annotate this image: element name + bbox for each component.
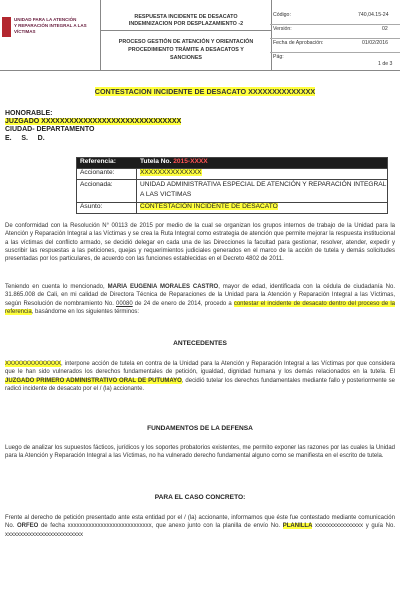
header-line-1: RESPUESTA INCIDENTE DE DESACATO bbox=[134, 14, 238, 20]
field-version bbox=[270, 24, 400, 39]
paragraph-caso-concreto: Frente al derecho de petición presentado ante esta entidad por el / (la) accionante, informamos que éste fue contestado mediante comunicación No. ORFEO de fecha xxxxxxxxxxxxxxxxxxxxxxxxxxxx, que anexo junto con la planilla de envío No. PLANILLA xxxxxxxxxxxxxxxx y guía No. xxxxxxxxxxxxxxxxxxxxxxxxxx bbox=[5, 515, 395, 538]
field-pagina bbox=[270, 52, 400, 69]
logo-text-line-2: Y REPARACIÓN INTEGRAL A LAS VÍCTIMAS bbox=[14, 23, 87, 34]
antecedentes-heading: ANTECEDENTES bbox=[173, 340, 227, 347]
asunto-label: Asunto: bbox=[77, 203, 137, 213]
accionante-row bbox=[77, 168, 387, 179]
ciudad-line: CIUDAD- DEPARTAMENTO bbox=[5, 126, 95, 133]
field-value: 740,04.15-24 bbox=[358, 12, 389, 18]
logo-mark-icon bbox=[2, 17, 11, 37]
fundamentos-heading: FUNDAMENTOS DE LA DEFENSA bbox=[147, 425, 253, 432]
reference-table bbox=[76, 157, 388, 214]
paragraph-resolucion: De conformidad con la Resolución N° 00113 de 2015 por medio de la cual se organizan los grupos internos de trabajo de la Unidad para la Atención y Reparación Integral a las Víctimas y se crea la Ruta Integral como estrategia de atención que permite mejorar la respuesta institucional a las víctimas del conflicto armado, se decidió delegar en cada una de las Direcciones la facultad para gestionar, resolver, atender, expedir y suscribir las respuestas a las peticiones, quejas y requerimientos judiciales generados en el marco de la acción de tutela y demás solicitudes presentadas por los particulares, de acuerdo con las funciones establecidas en el Decreto 4802 de 2011. bbox=[5, 223, 395, 263]
reference-value: Tutela No. 2015-XXXX bbox=[140, 158, 208, 165]
header-line-3: PROCESO GESTIÓN DE ATENCIÓN Y ORIENTACIÓN bbox=[118, 39, 254, 45]
field-label: Fecha de Aprobación: bbox=[273, 40, 324, 46]
header-line-4: PROCEDIMIENTO TRÁMITE A DESACATOS Y bbox=[128, 47, 244, 53]
document-title: CONTESTACION INCIDENTE DE DESACATO XXXXXXXXXXXXXX bbox=[94, 87, 316, 96]
header-line-2: INDEMNIZACION POR DESPLAZAMIENTO -2 bbox=[128, 21, 244, 27]
field-label: Pág: bbox=[273, 54, 284, 60]
reference-row bbox=[77, 158, 387, 168]
esd-line: E. S. D. bbox=[5, 135, 45, 142]
field-value: 02 bbox=[382, 26, 388, 32]
header-center bbox=[100, 0, 272, 70]
asunto-value: CONTESTACIÓN INCIDENTE DE DESACATO bbox=[140, 203, 278, 210]
accionante-value: XXXXXXXXXXXXXX bbox=[140, 169, 202, 176]
accionante-label: Accionante: bbox=[77, 169, 137, 179]
paragraph-fundamentos: Luego de analizar los supuestos fácticos, jurídicos y los soportes probatorios existentes, me permito exponer las razones por las cuales la Unidad para la Atención y Reparación Integral a las Víctimas, no ha vulnerado derecho fundamental alguno como se manifiesta en el escrito de tutela. bbox=[5, 445, 395, 460]
field-value: 1 de 3 bbox=[378, 61, 393, 67]
juzgado-line: JUZGADO XXXXXXXXXXXXXXXXXXXXXXXXXXXXXX bbox=[5, 118, 182, 125]
accionada-value: UNIDAD ADMINISTRATIVA ESPECIAL DE ATENCIÓN Y REPARACIÓN INTEGRAL A LAS VICTIMAS bbox=[140, 181, 387, 198]
header-fields bbox=[270, 0, 400, 70]
caso-concreto-heading: PARA EL CASO CONCRETO: bbox=[154, 494, 246, 501]
reference-label: Referencia: bbox=[80, 158, 116, 165]
asunto-row bbox=[77, 202, 387, 213]
accionada-label: Accionada: bbox=[77, 180, 137, 202]
field-codigo bbox=[270, 10, 400, 25]
field-fecha bbox=[270, 38, 400, 53]
header-divider bbox=[101, 30, 271, 31]
accionada-row bbox=[77, 179, 387, 202]
field-label: Versión: bbox=[273, 26, 292, 32]
paragraph-directora: Teniendo en cuenta lo mencionado, MARIA EUGENIA MORALES CASTRO, mayor de edad, identificada con la cédula de ciudadanía No. 31.865.008 de Cali, en mi calidad de Directora Técnica de Reparaciones de la Unidad para la Atención y Reparación Integral a las Víctimas, según Resolución de nombramiento No. 00080 de 24 de enero de 2014, procedo a contestar el incidente de desacato dentro del proceso de la referencia, basándome en los siguientes términos: bbox=[5, 284, 396, 315]
honorable-label: HONORABLE: bbox=[5, 110, 53, 117]
header-line-5: SANCIONES bbox=[169, 55, 203, 61]
field-value: 01/02/2016 bbox=[362, 40, 388, 46]
field-label: Código: bbox=[273, 12, 291, 18]
paragraph-antecedentes: XXXXXXXXXXXXXX, interpone acción de tutela en contra de la Unidad para la Atención y Reparación Integral a las Víctimas por que considera que le han sido vulnerados los derechos fundamentales de petición, igualdad, dignidad humana y los demás relacionados en la tutela. El JUZGADO PRIMERO ADMINISTRATIVO ORAL DE PUTUMAYO, decidió tutelar los derechos fundamentales mediante fallo y posteriormente se radicó incidente de desacato por el / (la) accionante. bbox=[5, 361, 395, 392]
document-header bbox=[0, 0, 400, 71]
entity-logo bbox=[2, 15, 97, 65]
logo-text-line-1: UNIDAD PARA LA ATENCIÓN bbox=[14, 17, 77, 22]
